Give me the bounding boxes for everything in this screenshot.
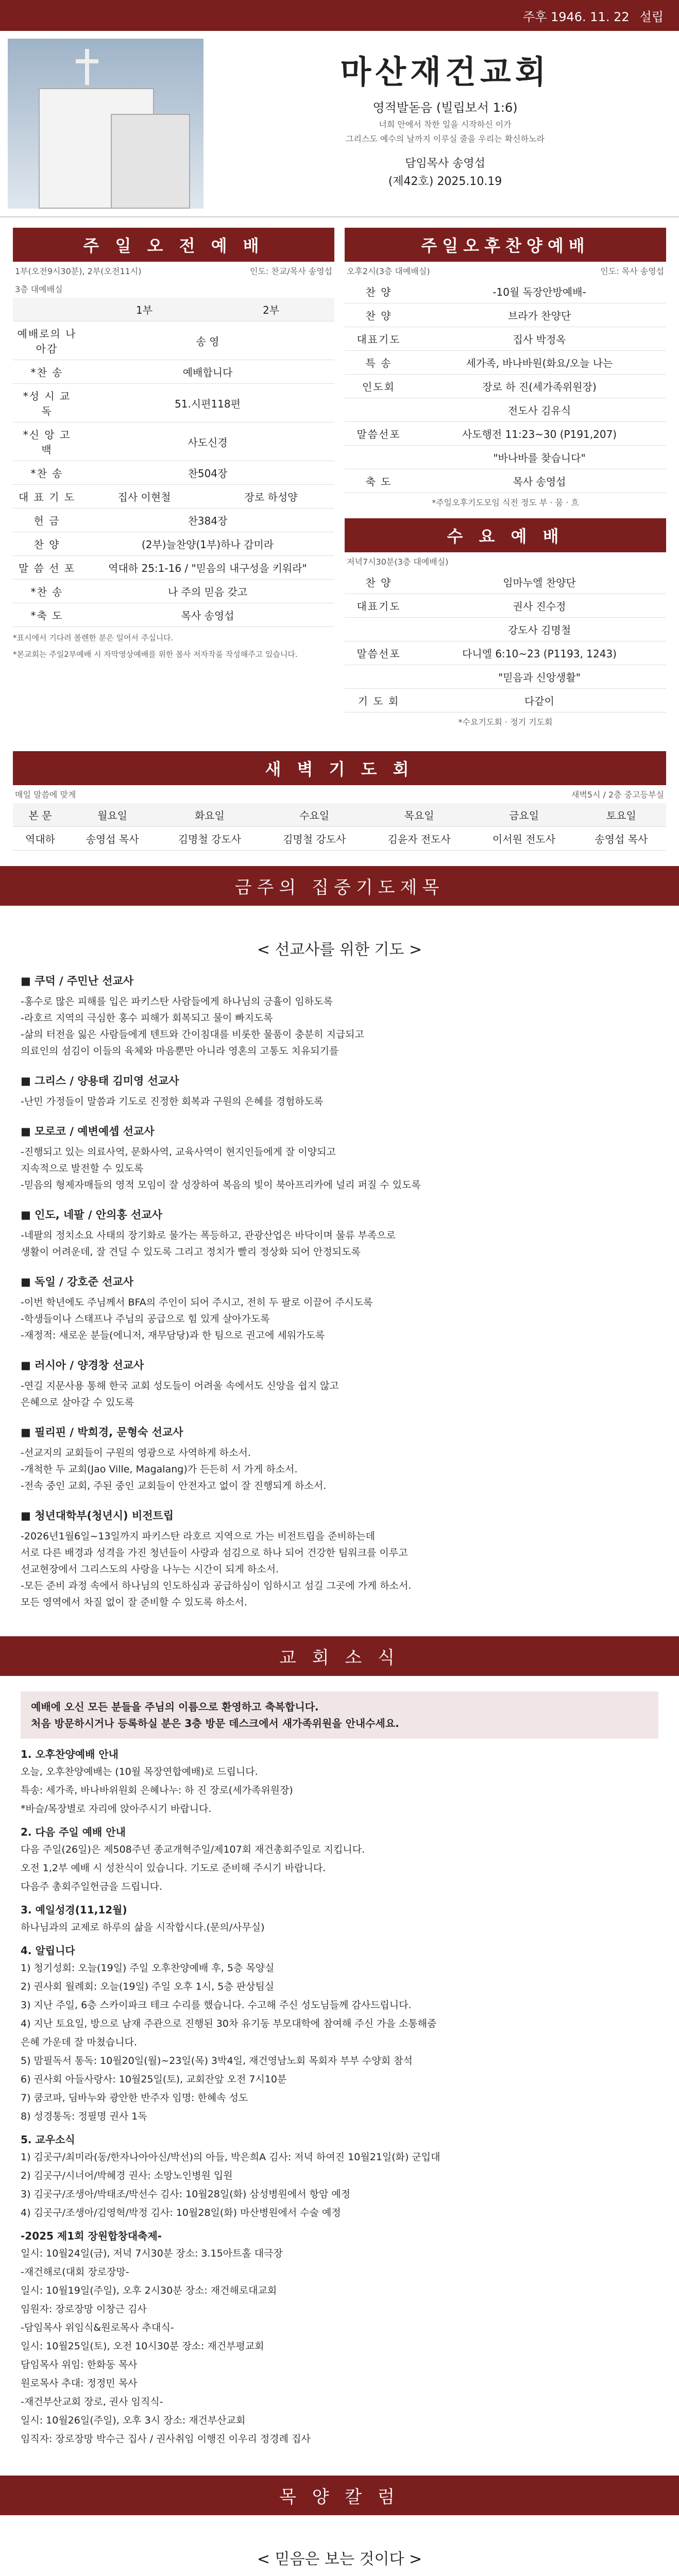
section-title: 주 일 오 전 예 배 <box>13 228 334 262</box>
sunday-afternoon-service <box>345 228 666 508</box>
table-row: 찬 양 (2부)늘찬양(1부)하나 감미라 <box>13 532 334 556</box>
dawn-prayer-table: 본 문 월요일 화요일 수요일 목요일 금요일 토요일 역대하 송영섭 목사 김명철 강도사 김명철 강도사 김윤자 전도사 이서원 전도사 송영섭 목사 <box>13 803 666 851</box>
wednesday-service <box>345 518 666 727</box>
table-row: 찬 양 -10월 독장안방예배- <box>345 280 666 303</box>
prayer-topic: ■ 모로코 / 예변예셉 선교사 <box>21 1125 155 1138</box>
table-row: *축 도 목사 송영섭 <box>13 603 334 627</box>
table-row: 축 도 목사 송영섭 <box>345 469 666 493</box>
news-item: 3. 예일성경(11,12월) <box>21 1904 127 1916</box>
news-item: 2. 다음 주일 예배 안내 <box>21 1826 126 1838</box>
dawn-note-right: 새벽5시 / 2층 중고등부실 <box>571 790 664 800</box>
wednesday-order-table <box>345 570 666 713</box>
sunday-morning-service <box>13 228 334 731</box>
joint-prayer-title: 금주의 집중기도제목 <box>0 866 679 906</box>
afternoon-order-table <box>345 280 666 493</box>
table-row: 찬 양 임마누엘 찬양단 <box>345 570 666 594</box>
joint-prayer: < 선교사를 위한 기도 > ■ 쿠덕 / 주민난 선교사 -홍수로 많은 피해를 입은 파키스탄 사람들에게 하나님의 긍휼이 임하도록 -라호르 지역의 극심한 홍수 피해가 회복되고 물이 빠지도록 -삶의 터전을 잃은 사람들에게 텐트와 간이침대를 비롯한 물품이 충분히 지급되고 의료인의 섬김이 이들의 육체와 마음뿐만 아니라 영혼의 고통도 치유되기를 ■ 그리스 / 양용태 김미영 선교사 -난민 가정들이 말씀과 기도로 진정한 회복과 구원의 은혜를 경험하도록 ■ 모로코 / 예변예셉 선교사 -진행되고 있는 의료사역, 문화사역, 교육사역이 현지인들에게 잘 이양되고 지속적으로 발전할 수 있도록 -믿음의 형제자매들의 영적 모임이 잘 성장하여 복음의 빛이 북아프리카에 널리 퍼질 수 있도록 ■ 인도, 네팔 / 안의홍 선교사 -네팔의 정치소요 사태의 장기화로 물가는 폭등하고, 관광산업은 바닥이며 물류 부족으로 생활이 어려운데, 잘 견딜 수 있도록 그리고 정치가 빨리 정상화 되어 안정되도록 ■ 독일 / 강호준 선교사 -이번 학년에도 주님께서 BFA의 주인이 되어 주시고, 전히 두 팔로 이끌어 주시도록 -학생들이나 스태프나 주님의 공급으로 힘 있게 살아가도록 -재정적: 새로운 분들(에니저, 재무담당)과 한 팀으로 권고에 세워가도록 ■ 러시아 / 양경창 선교사 -연길 지문사용 통해 한국 교회 성도들이 어려울 속에서도 신앙을 쉽지 않고 은혜으로 살아갈 수 있도록 ■ 필리핀 / 박희경, 문형숙 선교사 -선교지의 교회들이 구원의 영광으로 사역하게 하소서. -개척한 두 교회(Jao Ville, Magalang)가 든든히 서 가게 하소서. -전속 중인 교회, 주된 중인 교회들이 안전자고 없이 잘 진행되게 하소서. ■ 청년대학부(청년시) 비전트립 -2026년1월6일~13일까지 파키스탄 라호르 지역으로 가는 비전트립을 준비하는데 서로 다른 배경과 성격을 가진 청년들이 사랑과 섬김으로 하나 되어 건강한 팀워크를 이루고 선교현장에서 그리스도의 사랑을 나누는 시간이 되게 하소서. -모든 준비 과정 속에서 하나님의 인도하심과 공급하심이 임하시고 섬길 그곳에 가게 하소서. 모든 영역에서 차질 없이 잘 준비할 수 있도록 하소서. <box>0 911 679 1621</box>
table-row: 말 씀 선 포 역대하 25:1-16 / "믿음의 내구성을 키워라" <box>13 556 334 580</box>
church-name: 마산재건교회 <box>340 53 550 91</box>
founded-date: 주후 1946. 11. 22 <box>522 9 630 24</box>
note: *수요기도회 · 정기 기도회 <box>458 717 553 727</box>
table-row: *찬 송 예배합니다 <box>13 360 334 384</box>
table-row: 대표기도 집사 박정옥 <box>345 327 666 351</box>
column-title: 목 양 칼 럼 <box>0 2476 679 2515</box>
table-row: *찬 송 나 주의 믿음 갖고 <box>13 580 334 603</box>
pastor-column <box>0 2520 679 2576</box>
table-row: 대 표 기 도 집사 이현철 장로 하성양 <box>13 485 334 509</box>
joint-prayer-subtitle: < 선교사를 위한 기도 > <box>257 941 422 959</box>
note: *본교회는 주일2부예배 시 자막영상예배를 위한 볼사 저자작품 작성해주고 있습니다. <box>13 650 298 659</box>
header <box>0 31 679 217</box>
news-title: 교 회 소 식 <box>0 1636 679 1676</box>
table-row: 예배로의 나아감 송 영 <box>13 321 334 360</box>
church-building-photo <box>8 39 203 209</box>
prayer-topic: ■ 인도, 네팔 / 안의홍 선교사 <box>21 1209 162 1221</box>
morning-order-table: 1부 2부 예배로의 나아감 송 영 *찬 송 예배합니다 *성 시 교 독 51.시편118편 *신 앙 고 백 사도신경 *찬 송 찬504장 대 표 기 도 집사 이현철 장로 하성양 헌 금 찬384장 찬 양 (2부)늘찬양(1부)하나 감미라 말 씀 선 포 역대하 25:1-16 / "믿음의 내구성을 키워라" *찬 송 나 주의 믿음 갖고 *축 도 목사 송영섭 <box>13 298 334 627</box>
table-row: 기 도 회 다같이 <box>345 689 666 713</box>
topbar <box>0 0 679 31</box>
table-row: *성 시 교 독 51.시편118편 <box>13 384 334 422</box>
welcome-box: 예배에 오신 모든 분들을 주님의 이름으로 환영하고 축복합니다. 처음 방문하시거나 등록하실 분은 3층 방문 데스크에서 새가족위원을 안내수세요. <box>21 1691 658 1739</box>
header-info <box>211 31 679 216</box>
service-place: 3층 대예배실 <box>15 284 63 294</box>
prayer-topic: ■ 청년대학부(청년시) 비전트립 <box>21 1510 174 1522</box>
dawn-note-left: 매일 말씀에 맞게 <box>15 790 76 800</box>
news-item: 4. 알립니다 <box>21 1944 75 1957</box>
service-leader: 인도: 찬교/목사 송영섭 <box>249 266 332 276</box>
prayer-topic: ■ 독일 / 강호준 선교사 <box>21 1276 134 1288</box>
section-title: 새 벽 기 도 회 <box>13 751 666 785</box>
table-row: 대표기도 권사 진수정 <box>345 594 666 618</box>
table-row: 말씀선포 다니엘 6:10~23 (P1193, 1243) <box>345 641 666 665</box>
news-item: 5. 교우소식 <box>21 2133 75 2146</box>
verse-line: 너희 안에서 착한 일을 시작하신 이가 <box>379 120 512 129</box>
service-time: 저녁7시30분(3층 대예배실) <box>347 557 449 567</box>
section-title: 주일오후찬양예배 <box>345 228 666 262</box>
prayer-topic: ■ 그리스 / 양용태 김미영 선교사 <box>21 1075 179 1087</box>
church-news: 예배에 오신 모든 분들을 주님의 이름으로 환영하고 축복합니다. 처음 방문하시거나 등록하실 분은 3층 방문 데스크에서 새가족위원을 안내수세요. 1. 오후찬양예배 안내 오늘, 오후찬양예배는 (10월 목장연합예배)로 드립니다. 특송: 세가족, 바나바위원회 은혜나누: 하 진 장로(세가족위원장) *바슬/목장별로 자리에 앉아주시기 바랍니다. 2. 다음 주일 예배 안내 다음 주일(26일)은 제508주년 종교개혁주일/제107회 재건총회주일로 지킵니다. 오전 1,2부 예배 시 성찬식이 있습니다. 기도로 준비해 주시기 바랍니다. 다음주 총회주일헌금을 드립니다. 3. 예일성경(11,12월) 하나님과의 교제로 하루의 삶을 시작합시다.(문의/사무실) 4. 알립니다 1) 청기성회: 오늘(19일) 주일 오후찬양예배 후, 5층 목양실 2) 권사회 월례회: 오늘(19일) 주일 오후 1시, 5층 판상팀실 3) 지난 주일, 6층 스카이파크 테크 수리를 했습니다. 수고해 주신 성도님들께 감사드립니다. 4) 지난 토요일, 방으로 남재 주관으로 진행된 30차 유기동 부모대학에 참여해 주신 가을 소통해줌 은혜 가운데 잘 마쳤습니다. 5) 맘필독서 통독: 10월20일(월)~23일(목) 3박4일, 재건영남노회 목회자 부부 수양회 참석 6) 권사회 아들사랑사: 10월25일(토), 교회잔앞 오전 7시10분 7) 쿰코파, 딤바누와 광안한 반주자 임명: 한혜속 성도 8) 성경통독: 정필명 권사 1독 5. 교우소식 1) 김곳구/최미라(동/한자나아아신/박선)의 아들, 박은희A 김사: 저녁 하여진 10월21일(화) 군입대 2) 김곳구/시너어/박혜경 권사: 소망노인병원 입원 3) 김곳구/조생아/박태조/박선수 김사: 10월28일(화) 삼성병원에서 항암 예정 4) 김곳구/조생아/김영혁/박정 김사: 10월28일(화) 마산병원에서 수술 예정 -2025 제1회 장원합창대축제- 일시: 10월24일(금), 저녁 7시30분 장소: 3.15아트홀 대극장 -재건해로(대회 장로장망- 일시: 10월19일(주일), 오후 2시30분 장소: 재건해로대교회 임원자: 장로장망 이창근 김사 -담임목사 위임식&원로목사 추대식- 일시: 10월25일(토), 오전 10시30분 장소: 재건부평교회 담임목사 위임: 한화동 목사 원로목사 추대: 정정민 목사 -재건부산교회 장로, 권사 임직식- 일시: 10월26일(주일), 오후 3시 장소: 재건부산교회 임직자: 장로장망 박수근 집사 / 권사취임 이행진 이우리 정경례 집사 <box>0 1681 679 2460</box>
news-item: -2025 제1회 장원합창대축제- <box>21 2230 162 2242</box>
table-row: 헌 금 찬384장 <box>13 509 334 532</box>
issue: (제42호) 2025.10.19 <box>388 175 502 188</box>
table-row: 강도사 김명철 <box>345 618 666 641</box>
prayer-topic: ■ 러시아 / 양경창 선교사 <box>21 1359 144 1371</box>
dawn-prayer <box>0 751 679 851</box>
table-row: 전도사 김유식 <box>345 398 666 422</box>
news-item: 1. 오후찬양예배 안내 <box>21 1748 118 1760</box>
motto: 영적발돋음 (빌립보서 1:6) <box>372 100 518 115</box>
column-subtitle: < 믿음은 보는 것이다 > <box>257 2550 422 2568</box>
section-title: 수 요 예 배 <box>345 518 666 552</box>
table-row: 인도회 장로 하 진(세가족위원장) <box>345 375 666 398</box>
service-leader: 인도: 목사 송영섭 <box>600 266 664 276</box>
service-time: 오후2시(3층 대예배실) <box>347 266 430 276</box>
service-time: 1부(오전9시30분), 2부(오전11시) <box>15 266 142 276</box>
table-row: 특 송 세가족, 바나바원(화요/오늘 나는 <box>345 351 666 375</box>
table-row: *찬 송 찬504장 <box>13 461 334 485</box>
founded-label: 설립 <box>639 9 664 24</box>
verse-line: 그리스도 예수의 날까지 이루실 줄을 우리는 확신하노라 <box>345 134 545 144</box>
table-row: "믿음과 신앙생활" <box>345 665 666 689</box>
table-row: 역대하 송영섭 목사 김명철 강도사 김명철 강도사 김윤자 전도사 이서원 전도사 송영섭 목사 <box>13 827 666 851</box>
table-row: *신 앙 고 백 사도신경 <box>13 422 334 461</box>
note: *주일오후기도모임 식전 정도 부 · 뭄 · 흐 <box>432 498 579 507</box>
pastor: 담임목사 송영섭 <box>405 157 485 170</box>
table-row: "바나바를 찾습니다" <box>345 446 666 469</box>
prayer-topic: ■ 필리핀 / 박희경, 문형숙 선교사 <box>21 1426 183 1438</box>
prayer-topic: ■ 쿠덕 / 주민난 선교사 <box>21 975 134 987</box>
note: *표시에서 기다려 볼렌한 분은 일어서 주십니다. <box>13 633 174 642</box>
table-row: 말씀선포 사도행전 11:23~30 (P191,207) <box>345 422 666 446</box>
table-row: 찬 양 브라가 찬양단 <box>345 303 666 327</box>
